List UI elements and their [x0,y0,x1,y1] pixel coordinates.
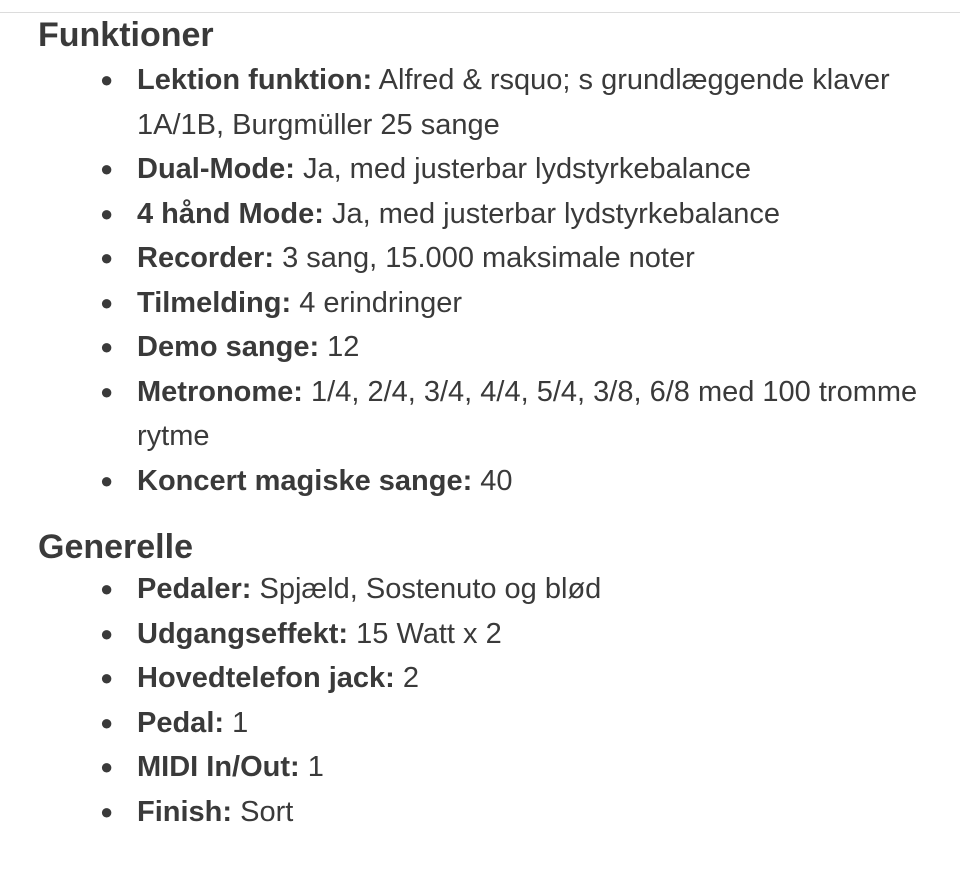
bullet-icon: ● [100,378,114,404]
section-heading-funktioner: Funktioner [38,16,214,54]
bullet-icon: ● [100,200,114,226]
spec-key: Pedal: [137,706,225,739]
spec-item-lektion-funktion [38,58,938,147]
section-funktioner [38,14,938,503]
spec-value: 3 sang, 15.000 maksimale noter [282,242,695,274]
spec-value: Sort [240,795,294,828]
section-generelle [38,526,938,834]
spec-key: Finish: [137,795,233,828]
spec-value: Spjæld, Sostenuto og blød [259,573,602,605]
spec-key: Pedaler: [137,573,252,605]
spec-value: 15 Watt x 2 [356,617,502,650]
spec-key: 4 hånd Mode: [137,197,324,230]
spec-list-funktioner [38,58,938,503]
bullet-icon: ● [100,334,114,359]
spec-item-dual-mode [38,147,938,192]
spec-item-udgangseffekt [38,612,938,657]
spec-item-hovedtelefon-jack [38,656,938,701]
spec-item-pedaler [38,567,938,612]
spec-item-pedal [38,701,938,746]
spec-item-finish [38,790,938,835]
bullet-icon: ● [100,289,114,315]
spec-item-tilmelding [38,281,938,326]
spec-key: Hovedtelefon jack: [137,662,395,694]
bullet-icon: ● [100,67,114,92]
spec-list-generelle [38,567,938,834]
spec-value: 1 [307,751,324,783]
spec-key: Metronome: [137,375,303,408]
spec-key: Udgangseffekt: [137,617,349,650]
spec-value: 1 [232,706,249,739]
spec-value: Ja, med justerbar lydstyrkebalance [302,153,752,185]
spec-item-koncert-magiske-sange [38,459,938,504]
spec-key: Tilmelding: [137,286,292,319]
bullet-icon: ● [100,665,114,690]
spec-item-recorder [38,236,938,281]
spec-value: 1/4, 2/4, 3/4, 4/4, 5/4, 3/8, 6/8 med 100 tromme rytme [137,375,918,452]
bullet-icon: ● [100,156,114,181]
spec-value: 4 erindringer [299,286,463,319]
bullet-icon: ● [100,754,114,779]
spec-key: MIDI In/Out: [137,751,300,783]
spec-item-demo-sange [38,325,938,370]
spec-value: 12 [327,331,360,363]
spec-key: Koncert magiske sange: [137,464,473,497]
bullet-icon: ● [100,798,114,824]
spec-value: Ja, med justerbar lydstyrkebalance [331,197,781,230]
spec-key: Lektion funktion: [137,64,373,96]
section-heading-generelle: Generelle [38,528,193,566]
spec-key: Dual-Mode: [137,153,295,185]
bullet-icon: ● [100,576,114,601]
spec-value: Alfred & rsquo; s grundlæggende klaver 1A/1B, Burgmüller 25 sange [137,64,890,141]
spec-key: Recorder: [137,242,274,274]
spec-item-midi-in-out [38,745,938,790]
bullet-icon: ● [100,709,114,735]
bullet-icon: ● [100,620,114,646]
bullet-icon: ● [100,467,114,493]
spec-item-4-haand-mode [38,192,938,237]
spec-value: 2 [402,662,420,694]
spec-item-metronome [38,370,938,459]
top-divider [0,12,960,13]
bullet-icon: ● [100,245,114,270]
spec-key: Demo sange: [137,331,320,363]
spec-value: 40 [480,464,513,497]
